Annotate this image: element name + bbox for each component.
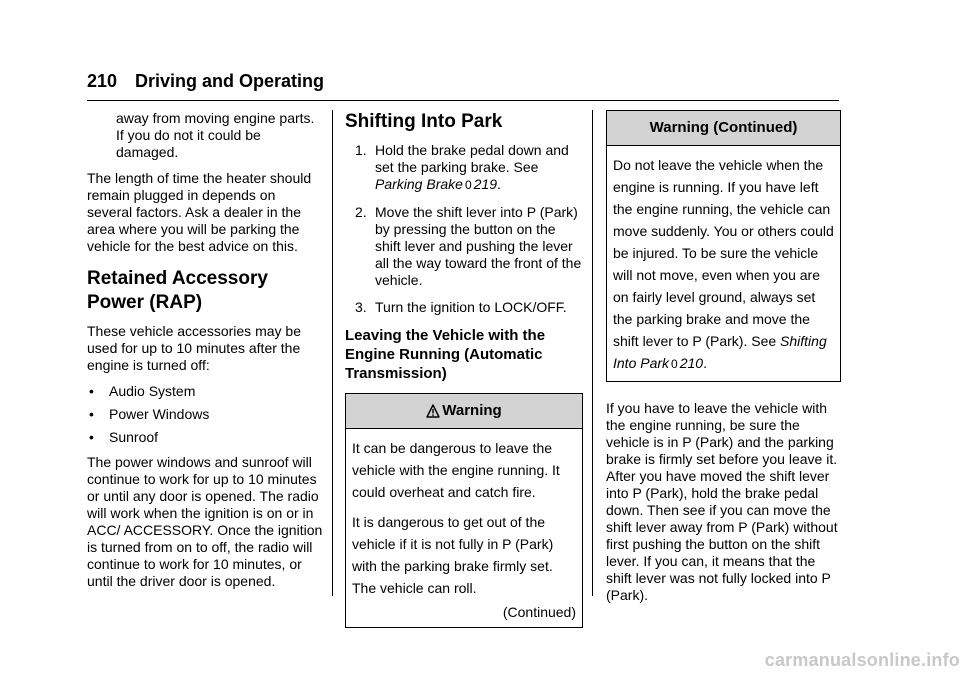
warning-header [346,394,582,429]
step-text: Turn the ignition to LOCK/OFF. [375,299,567,315]
list-item-text: Sunroof [109,429,159,445]
rap-body: The power windows and sunroof will continue to work for up to 10 minutes or until any door is opened. The radio will work when the ignition is on or in ACC/ ACCESSORY. Once the ignition is turned from on to off, the radio will continue to work for 10 minutes, or until the driver door is opened. [87,454,323,589]
rap-heading-line2: Power (RAP) [87,292,203,313]
rap-heading-line1: Retained Accessory [87,268,268,289]
step-text: Move the shift lever into P (Park) by pressing the button on the shift lever and pushing the lever all the way toward the front of the vehicle. [375,204,582,288]
header-rule [87,100,839,101]
page-ref[interactable]: 219 [473,176,497,192]
leaving-vehicle-paragraph: If you have to leave the vehicle with the engine running, be sure the vehicle is in P (Park) and the parking brake is firmly set before you leave it. After you have moved the shift lever into P (Park), hold the brake pedal down. Then see if you can move the shift lever away from P (Park) without first pushing the button on the shift lever. If you can, it means that the shift lever was not fully locked into P (Park). [606,400,838,603]
column-left [87,110,323,599]
bullet-icon: • [89,406,94,422]
warning-paragraph: It is dangerous to get out of the vehicle if it is not fully in P (Park) with the parking brake firmly set. The vehicle can roll. [352,514,554,596]
list-item [345,204,583,289]
warning-body [346,429,582,627]
step-number: 3. [355,299,367,315]
step-number: 2. [355,204,367,220]
leaving-vehicle-subheading: Leaving the Vehicle with the Engine Running (Automatic Transmission) [345,327,546,382]
shifting-into-park-link[interactable]: Shifting Into Park [613,333,827,371]
warning-text-end: . [703,355,707,371]
list-item [87,383,323,400]
list-item [87,429,323,446]
list-item-text: Audio System [109,383,196,399]
watermark: carmanualsonline.info [764,650,960,670]
step-text: Hold the brake pedal down and set the parking brake. See [375,142,569,175]
warning-box-continued [606,110,841,382]
continued-text: away from moving engine parts. If you do not it could be damaged. [116,110,315,160]
rap-heading [87,267,323,315]
rap-intro: These vehicle accessories may be used for up to 10 minutes after the engine is turned off: [87,323,301,373]
parking-brake-link[interactable]: Parking Brake [375,176,463,192]
page-ref-icon: 0 [671,357,678,371]
section-title: Driving and Operating [135,71,325,91]
page-number: 210 [87,71,118,91]
page-header [87,70,839,98]
column-middle [345,110,583,646]
warning-box [345,393,583,628]
list-item [87,406,323,423]
column-divider-left [332,110,333,596]
bullet-icon: • [89,429,94,445]
column-divider-right [592,110,593,596]
step-number: 1. [355,142,367,158]
warning-header: Warning (Continued) [607,111,840,146]
warning-triangle-icon [426,397,440,431]
warning-text: Do not leave the vehicle when the engine is running. If you have left the engine running, the vehicle can move suddenly. You or others could be injured. To be sure the vehicle will not move, even when you are on fairly level ground, always set the parking brake and move the shift lever to P (Park). See [613,157,834,349]
page-ref[interactable]: 210 [679,355,704,371]
step-text-end: . [496,176,501,192]
page-ref-icon: 0 [464,178,472,192]
heater-paragraph: The length of time the heater should remain plugged in depends on several factors. Ask a dealer in the area where you will be parking the vehicle for the best advice on this. [87,170,312,254]
bullet-icon: • [89,383,94,399]
steps-list [345,142,583,316]
shifting-heading: Shifting Into Park [345,111,503,132]
list-item [345,299,583,316]
warning-body [607,146,840,381]
warning-paragraph: It can be dangerous to leave the vehicle with the engine running. It could overheat and catch fire. [352,440,560,500]
list-item-text: Power Windows [109,406,210,422]
warning-title: Warning [442,402,502,419]
accessory-list [87,383,323,446]
column-right [606,110,841,613]
list-item [345,142,583,194]
continued-label: (Continued) [502,604,576,620]
